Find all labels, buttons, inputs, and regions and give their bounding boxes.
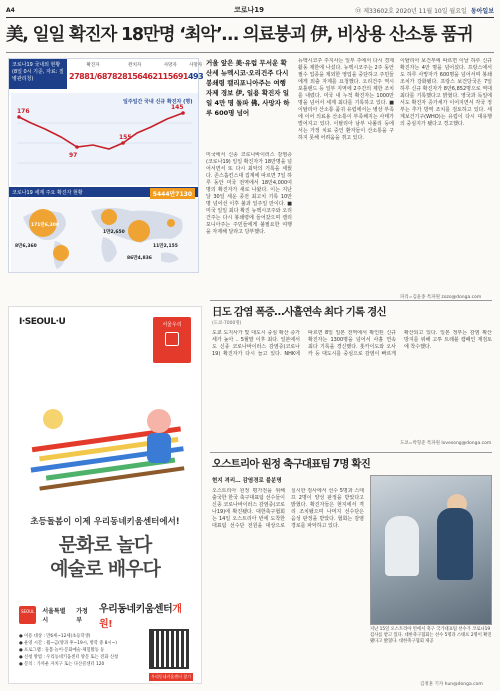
covid-test-photo <box>370 475 492 625</box>
divider <box>210 300 492 301</box>
kpi-row <box>69 59 204 89</box>
kpi-deaths-global: 사망자 2115691 <box>152 63 188 81</box>
newspaper-brand: 동아일보 <box>470 7 494 15</box>
lead-summary: 거울 앞은 美·유럽 무서운 확산세 뉴멕시코·오리건주 다시 봉쇄령 캘리포니아주는 여행자제 경보 伊, 일용 확진자 일일 4만 명 돌파 佛, 사망자 하루 600명 넘어 <box>206 59 290 117</box>
world-total-badge: 5444만7130 <box>150 188 195 199</box>
ad-center-name: 우리동네키움센터개원! <box>98 604 182 630</box>
divider-2 <box>210 452 492 453</box>
japan-article-title: 日도 감염 폭증…사흘연속 최다 기록 경신 <box>212 306 386 318</box>
svg-text:86만4,836: 86만4,836 <box>127 256 152 261</box>
svg-text:11만2,155: 11만2,155 <box>153 244 178 249</box>
headline-rule <box>6 52 494 53</box>
world-map <box>11 199 198 272</box>
issue-meta <box>355 6 494 15</box>
point-155 <box>121 141 125 145</box>
house-icon <box>165 332 179 346</box>
qr-code-icon[interactable] <box>149 629 189 669</box>
article-column-2: 뉴멕시코주 주지사는 일부 주에서 다시 경제 활동 제한에 나섰다. 뉴멕시코주는 2주 동안 필수 업종을 제외한 영업을 중단하고 주민들에게 외출 자제를 요청했다. 오리건주 역시 포틀랜드 등 일부 지역에 2주간의 제한 조치를 내렸다. 미국 내 누적 확진자는 1000만 명을 넘어서 세계 최다를 기록하고 있다. ■ 이탈리아 산소통 품귀 유럽에서는 병상 부족에 이어 의료용 산소통이 부족해지는 사태가 벌어지고 있다. 이탈리아 남부 나폴리 등에서는 가정 치료 중인 환자들이 산소통을 구하지 못해 어려움을 겪고 있다. <box>298 58 394 141</box>
section-label: 코로나19 <box>234 6 265 14</box>
player-figure <box>437 508 473 580</box>
infographic-title: 코로나19 국내외 현황 (8일 0시 기준, 자료: 질병관리청) <box>9 59 67 89</box>
header-rule <box>6 17 494 18</box>
austria-article-kicker: 현지 격리… 감염경로 불분명 <box>212 478 282 484</box>
photo-caption: 지난 15일 오스트리아 빈에서 축구 국가대표팀 선수가 코로나19 검사를 받고 있다. 대한축구협회는 선수 5명과 스태프 2명이 확진됐다고 밝혔다. 대한축구협회 제공 <box>370 627 492 644</box>
ppe-worker <box>385 516 419 576</box>
point-97 <box>75 145 79 149</box>
kpi-confirmed: 확진자 27881/6878 <box>69 63 118 81</box>
europe-bubble <box>101 209 117 225</box>
qr-caption: 우리동네키움센터 찾기 <box>151 674 191 679</box>
india-bubble <box>128 220 150 242</box>
japan-article-body: 도쿄 도지사가 및 대도시 중심 확산 증가세가 높아 ‥ 5월말 이후 최다. 일본에서도 신종 코로나바이러스 감염증(코로나19) 확진자가 다시 늘고 있다. NHK에 따르면 8일 일본 전역에서 확인된 신규 확진자는 1300명을 넘어서 사흘 연속 최다 기록을 경신했다. 홋카이도와 오사카 등 대도시를 중심으로 감염이 빠르게 확산되고 있다. 일본 정부는 감염 확산 방지를 위해 고투 트래블 캠페인 재검토에 착수했다. <box>212 330 492 357</box>
point-176 <box>17 115 21 119</box>
kpi-recovered: 완치자 2815646 <box>117 63 153 81</box>
brazil-bubble <box>53 245 69 261</box>
kpi-deaths: 사망자 493 <box>187 63 204 81</box>
page-number: A4 <box>6 6 15 14</box>
seoul-advertisement <box>8 306 202 684</box>
svg-text:8만6,360: 8만6,360 <box>15 244 37 249</box>
article-column-1: 미국에서 신종 코로나바이러스 감염증(코로나19) 일일 확진자가 18만명을 넘어서면서 또 다시 최악의 기록을 세웠다. 존스홉킨스대 집계에 따르면 7일 하루 동안 미국 전역에서 18만4,000여 명의 확진자가 새로 나왔다. 이는 지난달 30일 세운 종전 최고치 기록 10만 명 넘어선 이후 불과 일주일 만이다. ■ 미국 일일 최다 확진 뉴멕시코주와 오리건주는 다시 봉쇄령에 들어갔으며 캘리포니아주는 주민들에게 불필요한 여행을 자제해 달라고 당부했다. <box>206 152 292 235</box>
austria-byline: 김정훈 기자 hun@donga.com <box>420 682 483 687</box>
linechart-title: 일주일간 국내 신규 확진자 (명) <box>123 99 193 105</box>
ad-footer <box>19 604 191 630</box>
point-145 <box>181 111 185 115</box>
art-supplies-illustration <box>19 397 193 505</box>
issue-date: ㉤ 제33602호 2020년 11월 10일 월요일 <box>355 7 467 15</box>
label-97: 97 <box>69 152 78 159</box>
ad-gu-label: 가정부 <box>76 608 88 624</box>
japan-byline: 도쿄=박형준 특파원 lovesong@donga.com <box>400 441 492 446</box>
svg-text:1만2,650: 1만2,650 <box>103 230 125 235</box>
japan-article-sub: (도쿄·7000명) <box>212 321 242 326</box>
article-column-3: 이탈리아 보건부에 따르면 이날 하루 신규 확진자는 4만 명을 넘어섰다. 프랑스에서도 하루 사망자가 600명을 넘어서며 봉쇄 조치가 강화됐다. 프랑스 보건당국은 7일 하루 신규 확진자가 8만6,852명으로 역대 최다를 기록했다고 밝혔다. 영국과 독일에서도 확진자 증가세가 이어지면서 각국 정부는 추가 방역 조치를 검토하고 있다. 세계보건기구(WHO)는 유럽이 다시 대유행의 중심지가 됐다고 경고했다. <box>400 58 492 127</box>
main-headline: 美, 일일 확진자 18만명 ‘최악’… 의료붕괴 伊, 비상용 산소통 품귀 <box>6 25 473 45</box>
weekly-cases-linechart <box>11 93 198 185</box>
world-status-bar: 코로나19 세계 주요 확진자 현황 <box>9 187 198 197</box>
page-header <box>6 4 494 16</box>
iseoulu-logo: I·SEOUL·U <box>19 317 66 327</box>
ad-title: 문화로 놀다 예술로 배우다 <box>50 534 160 580</box>
label-145: 145 <box>171 104 184 111</box>
ad-info-list: ● 이용 대상 : 만6세~12세(초등학생) ● 운영 시간 : 월~금(방과 후~19시, 방학 중 8시~) ● 프로그램 : 돌봄·놀이·문화예술·체험활동 등 ● 신청 방법 : 우리동네키움센터 방문 또는 전화 신청 ● 문의 : 가까운 자치구 또는 다산콜센터 120 <box>19 634 119 667</box>
austria-article-body: 오스트리아 원정 평가전을 위해 출국한 한국 축구대표팀 선수들이 신종 코로나바이러스 감염증(코로나19)에 확진됐다. 대한축구협회는 14일 오스트리아 빈에 도착한 대표팀 선수단 전원을 대상으로 실시한 검사에서 선수 5명과 스태프 2명이 양성 판정을 받았다고 밝혔다. 확진자들은 현지에서 격리 조치됐으며 나머지 선수단은 음성 판정을 받았다. 협회는 감염 경로를 파악하고 있다. <box>212 488 364 529</box>
seoul-square-logo: SEOUL <box>19 606 36 624</box>
ad-kicker: 초등돌봄이 이제 우리동네키움센터에서! <box>30 517 180 527</box>
covid-infographic <box>8 58 204 273</box>
label-155: 155 <box>119 134 132 141</box>
asia-bubble <box>167 219 175 227</box>
seoul-uri-badge: 서울우리 <box>153 317 191 363</box>
label-176: 176 <box>17 108 30 115</box>
austria-article-title: 오스트리아 원정 축구대표팀 7명 확진 <box>212 458 371 470</box>
ad-seoul-label: 서울특별시 <box>42 608 66 624</box>
svg-text:171만6,300: 171만6,300 <box>31 223 59 228</box>
byline-top: 파리=김윤종 특파원 zozo@donga.com <box>400 295 482 300</box>
